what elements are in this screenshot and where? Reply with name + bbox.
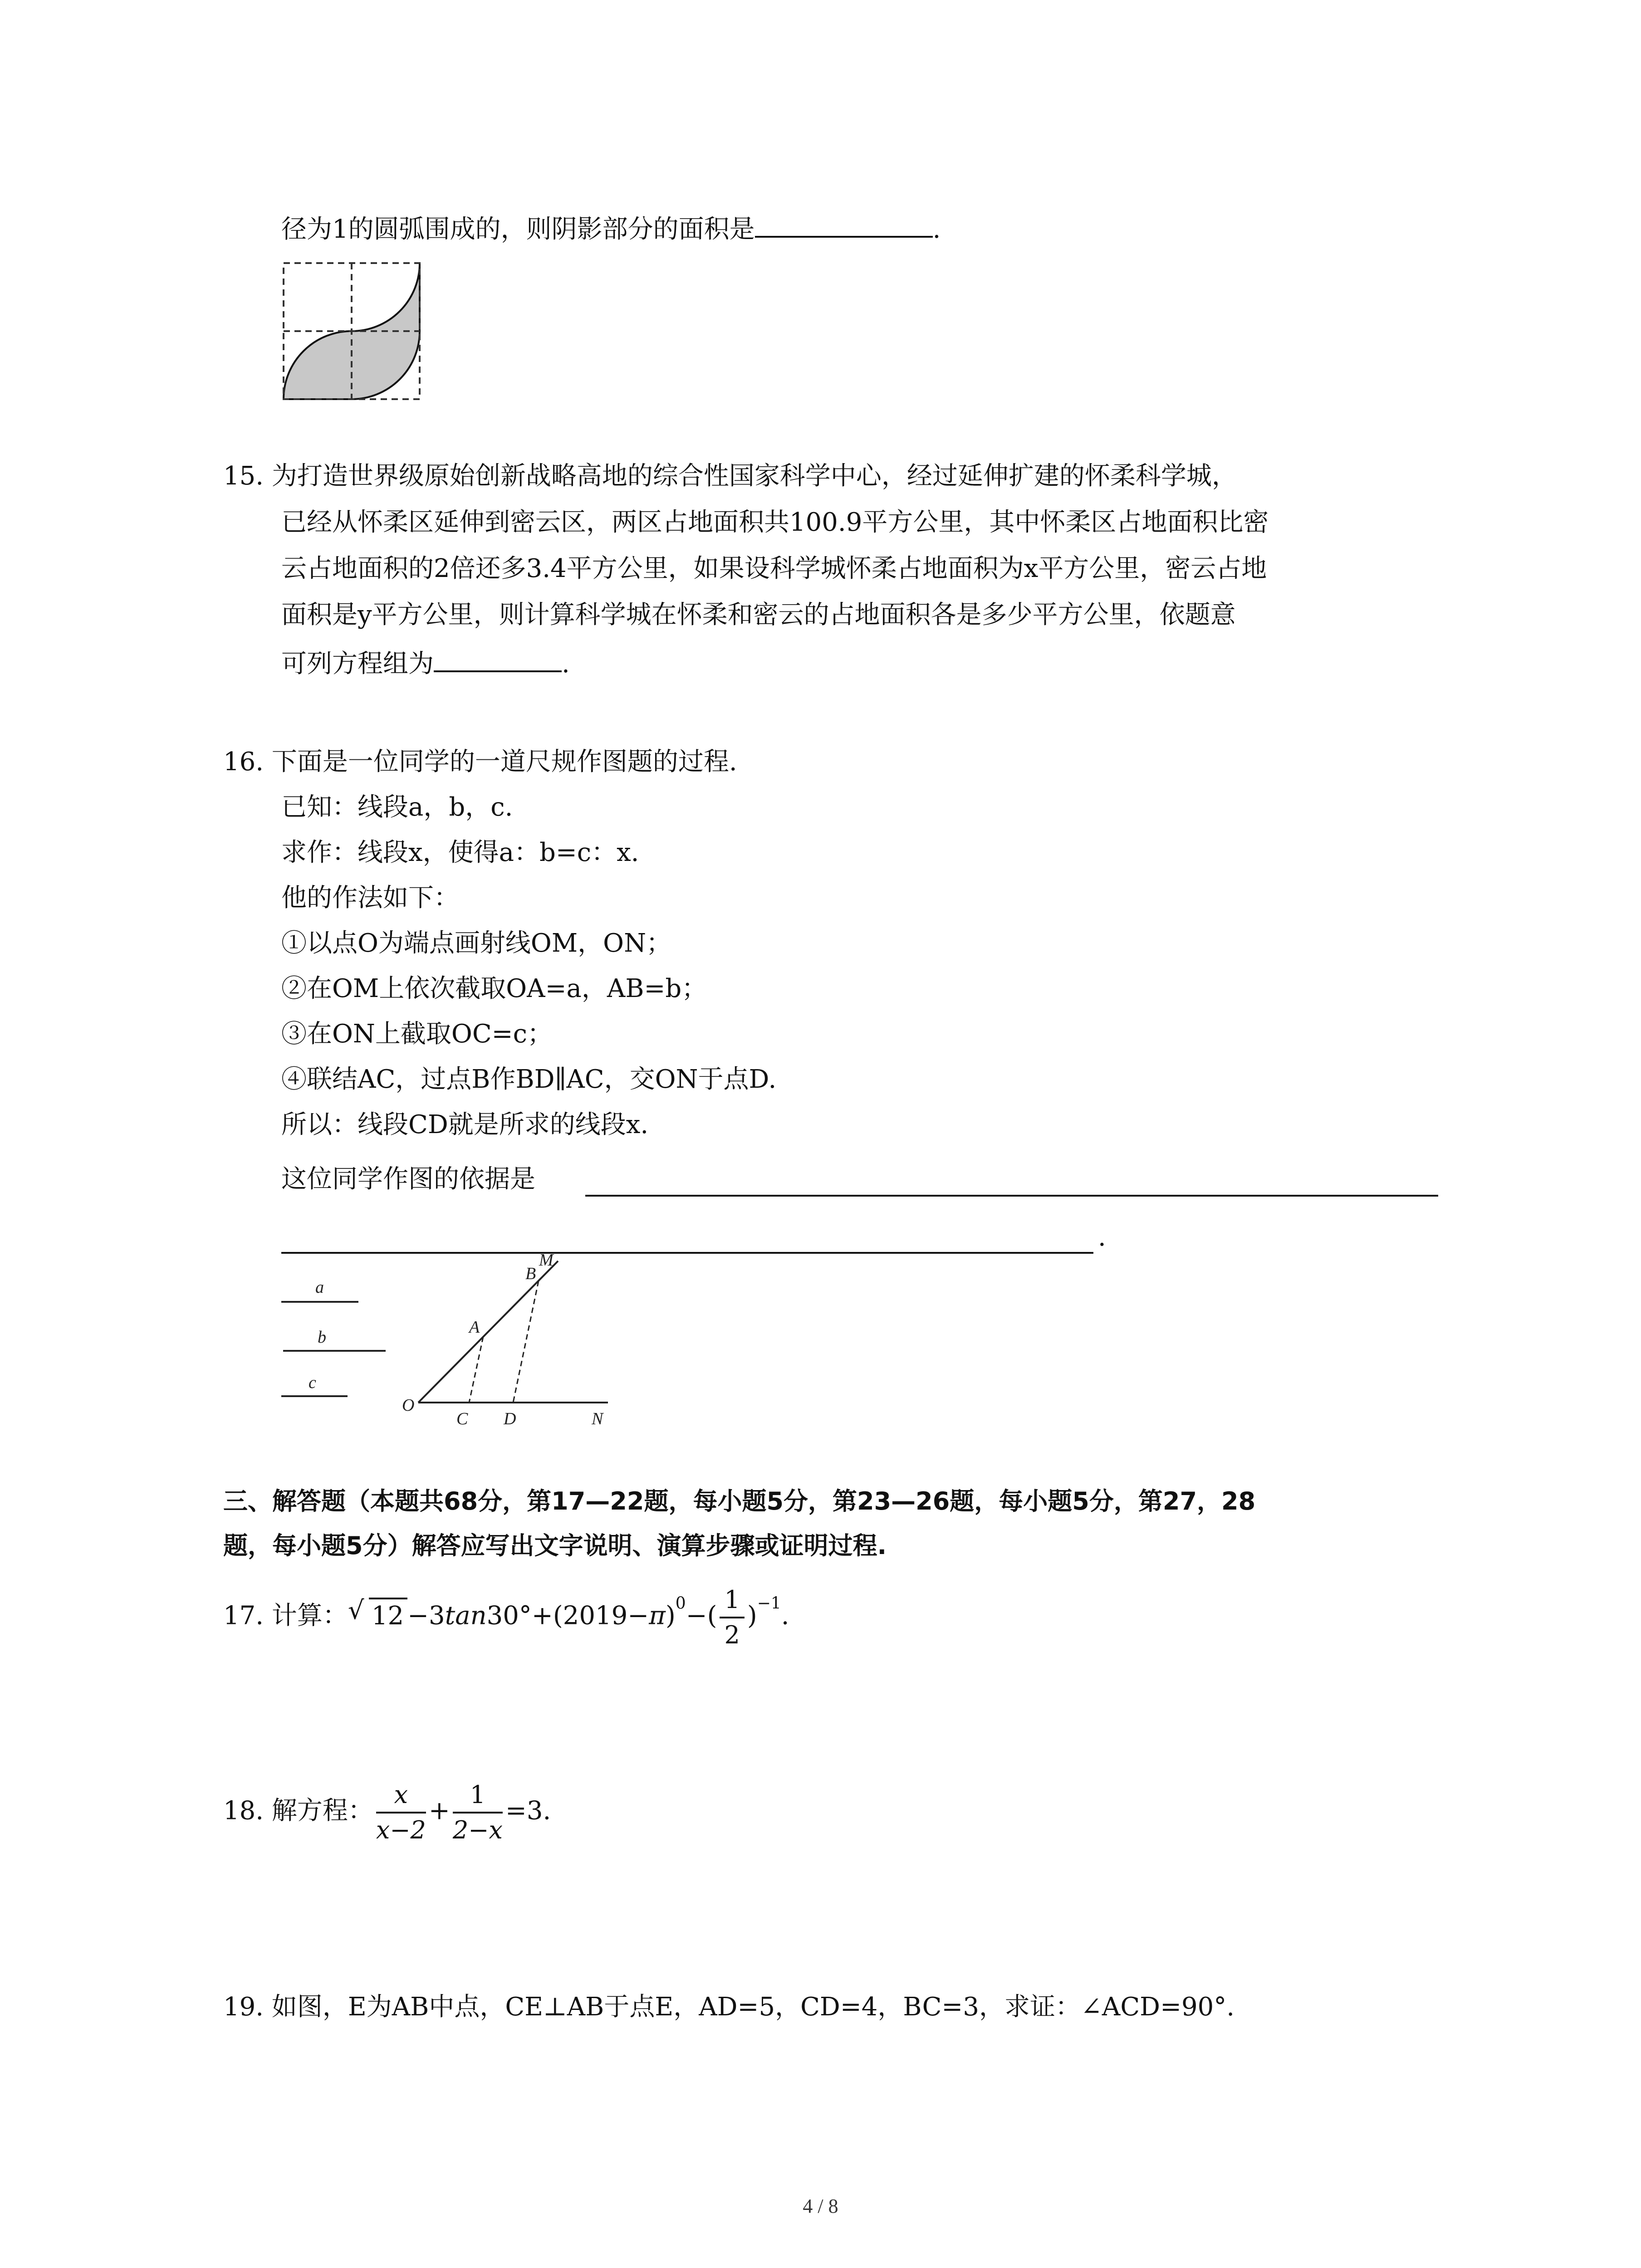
label-C: C — [456, 1409, 468, 1428]
q17-exponent-neg1: −1 — [757, 1594, 781, 1613]
q18-prefix: 18. 解方程： — [223, 1796, 373, 1826]
q18-equation — [223, 1780, 551, 1844]
q18-f1-denominator: x−2 — [376, 1816, 426, 1844]
q18-f2-numerator: 1 — [453, 1783, 503, 1813]
page-number: 4 / 8 — [803, 2195, 838, 2217]
q17-sqrt — [348, 1589, 407, 1643]
q18-plus: + — [428, 1796, 450, 1826]
label-b: b — [318, 1328, 326, 1347]
section3-heading-line-1: 三、解答题（本题共68分，第17—22题，每小题5分，第23—26题，每小题5分，第27，28 — [223, 1487, 1256, 1515]
q15-answer-blank — [434, 643, 562, 672]
q14-text — [281, 209, 941, 248]
q16-step-1: ①以点O为端点画射线OM，ON； — [281, 929, 672, 958]
q17-prefix: 17. 计算： — [223, 1601, 348, 1631]
radical-sign-icon: √ — [348, 1595, 364, 1625]
q16-method-intro: 他的作法如下： — [281, 883, 459, 913]
q17-minus-3: −3 — [407, 1601, 445, 1631]
q17-close-paren: ) — [665, 1601, 676, 1631]
q17-expression — [223, 1585, 789, 1649]
q16-step-3: ③在ON上截取OC=c； — [281, 1019, 553, 1049]
q15-line-5-text: 可列方程组为 — [281, 649, 434, 679]
q18-equals-3: =3. — [505, 1796, 551, 1826]
q15-line-4: 面积是y平方公里，则计算科学城在怀柔和密云的占地面积各是多少平方公里，依题意 — [281, 600, 1236, 630]
q15-line-3: 云占地面积的2倍还多3.4平方公里，如果设科学城怀柔占地面积为x平方公里，密云占地 — [281, 554, 1267, 583]
q16-construction-figure — [277, 1252, 626, 1433]
label-D: D — [504, 1409, 516, 1428]
q16-given: 已知：线段a，b，c. — [281, 792, 513, 822]
q16-line-1: 16. 下面是一位同学的一道尺规作图题的过程. — [223, 747, 737, 777]
label-N: N — [592, 1409, 603, 1428]
q16-step-4: ④联结AC，过点B作BD∥AC，交ON于点D. — [281, 1065, 777, 1094]
label-O: O — [402, 1396, 415, 1415]
q15-line-2: 已经从怀柔区延伸到密云区，两区占地面积共100.9平方公里，其中怀柔区占地面积比密 — [281, 508, 1269, 537]
q17-exponent-0: 0 — [675, 1594, 686, 1613]
q14-shaded-arc-figure — [281, 261, 422, 401]
q17-frac-numerator: 1 — [720, 1588, 744, 1618]
q18-f2-denominator: 2−x — [452, 1816, 503, 1844]
q16-construct: 求作：线段x，使得a：b=c：x. — [281, 838, 639, 867]
q15-line-5 — [281, 643, 570, 682]
q14-period: . — [932, 215, 941, 244]
q17-radicand: 12 — [369, 1598, 407, 1631]
q16-basis-prompt: 这位同学作图的依据是 — [281, 1164, 535, 1194]
q17-frac-denominator: 2 — [724, 1621, 740, 1649]
q14-answer-blank — [755, 209, 933, 238]
q17-tan: tan — [445, 1601, 487, 1631]
q16-answer-line-1 — [585, 1195, 1438, 1197]
line-BD — [513, 1281, 539, 1403]
line-AC — [469, 1337, 483, 1403]
q17-minus-open: −( — [686, 1601, 717, 1631]
q16-period: . — [1098, 1222, 1106, 1252]
q15-period: . — [562, 649, 570, 679]
q15-line-1: 15. 为打造世界级原始创新战略高地的综合性国家科学中心，经过延伸扩建的怀柔科学城， — [223, 461, 1237, 491]
label-M: M — [539, 1252, 554, 1270]
q17-fraction — [720, 1585, 744, 1649]
section3-heading-line-2: 题，每小题5分）解答应写出文字说明、演算步骤或证明过程. — [223, 1531, 887, 1560]
q17-angle-term: 30°+(2019− — [486, 1601, 649, 1631]
q18-f1-numerator: x — [376, 1783, 426, 1813]
q18-fraction-2 — [452, 1780, 503, 1844]
label-A: A — [469, 1318, 480, 1337]
q17-close: ) — [747, 1601, 757, 1631]
q17-period: . — [781, 1601, 789, 1631]
label-c: c — [309, 1373, 316, 1392]
q17-pi: π — [649, 1601, 666, 1631]
ray-OM — [418, 1261, 558, 1403]
q19-line: 19. 如图，E为AB中点，CE⊥AB于点E，AD=5，CD=4，BC=3，求证：∠ACD=90°. — [223, 1992, 1235, 2022]
label-B: B — [525, 1264, 536, 1283]
q16-step-2: ②在OM上依次截取OA=a，AB=b； — [281, 974, 707, 1003]
label-a: a — [315, 1278, 324, 1297]
q16-conclusion: 所以：线段CD就是所求的线段x. — [281, 1110, 649, 1139]
q14-line: 径为1的圆弧围成的，则阴影部分的面积是 — [281, 215, 755, 244]
q18-fraction-1 — [376, 1780, 426, 1844]
